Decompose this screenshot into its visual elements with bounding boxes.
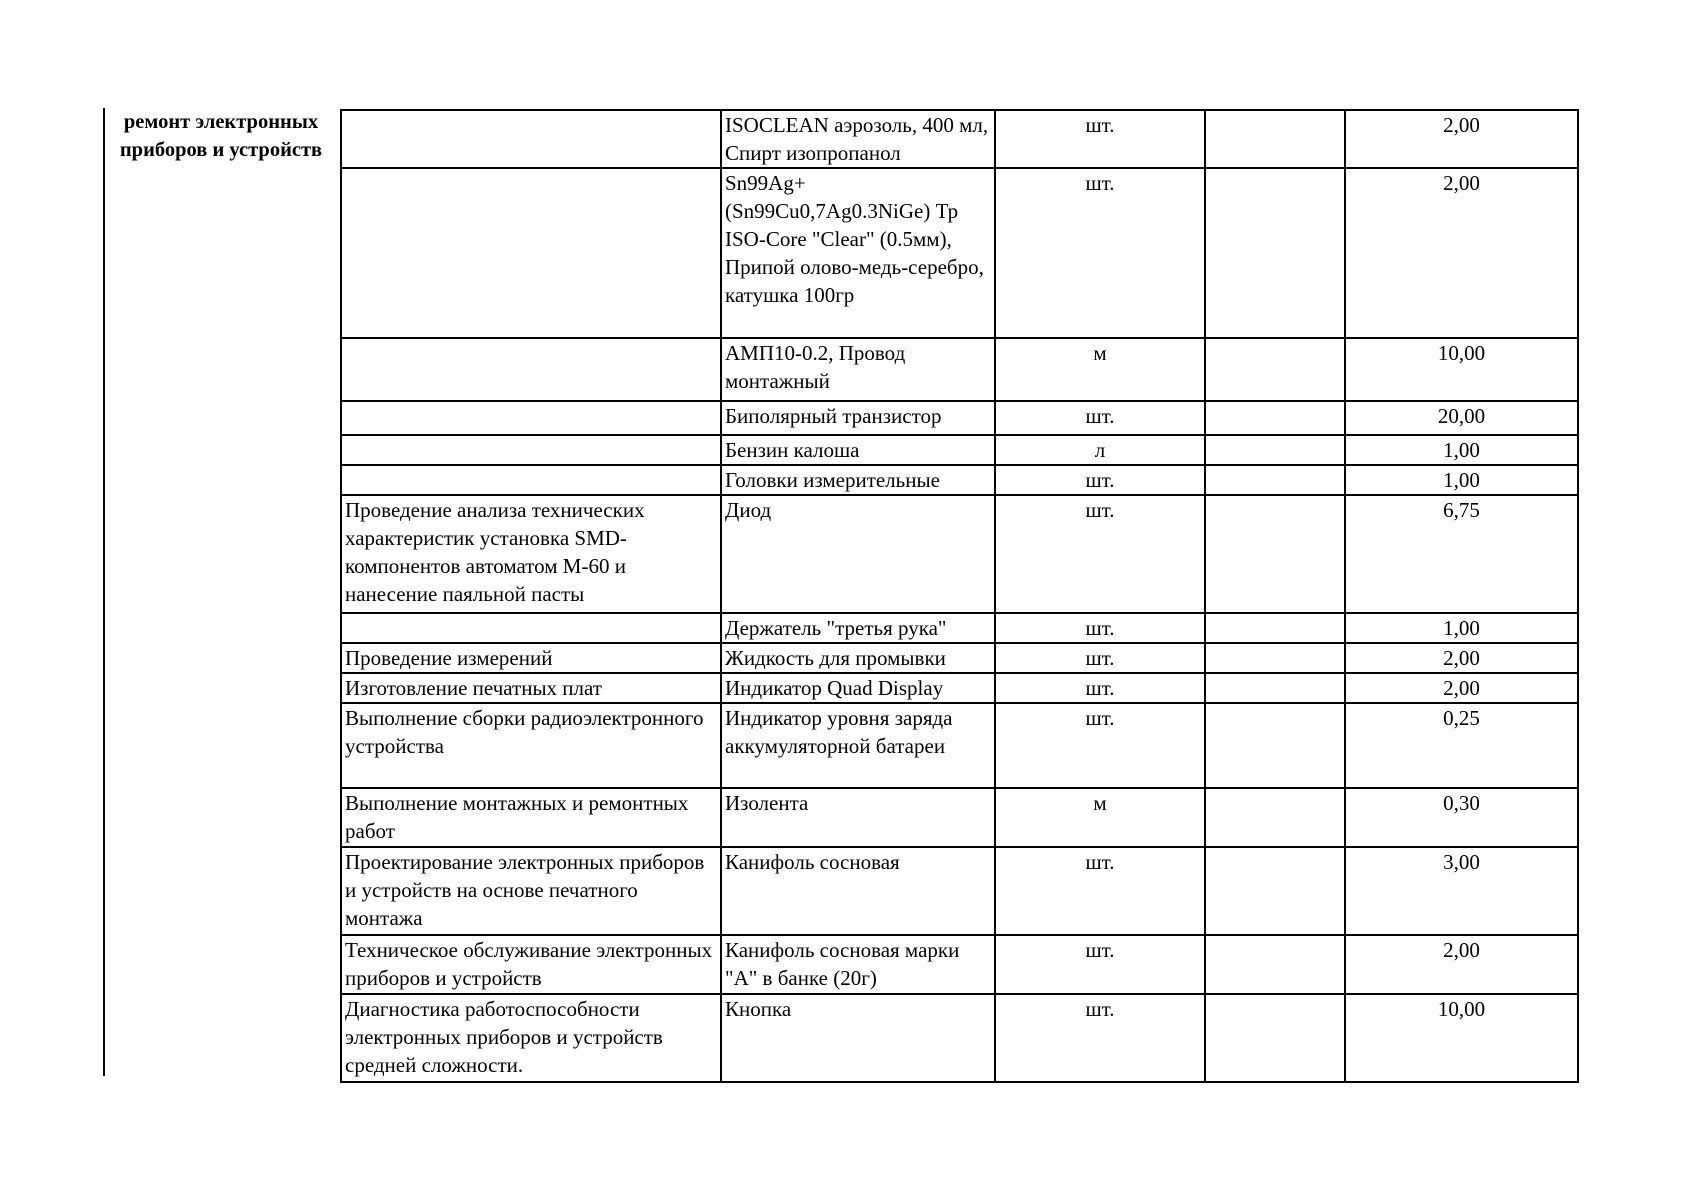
quantity-cell: 2,00 [1345, 643, 1578, 673]
material-cell: Бензин калоша [721, 435, 995, 465]
quantity-cell: 3,00 [1345, 847, 1578, 935]
empty-cell [1205, 703, 1345, 788]
quantity-cell: 0,30 [1345, 788, 1578, 847]
work-cell [341, 110, 721, 168]
empty-cell [1205, 935, 1345, 994]
material-cell: Канифоль сосновая [721, 847, 995, 935]
materials-table [340, 109, 1579, 1083]
work-cell [341, 435, 721, 465]
table-row [341, 495, 1578, 613]
work-cell: Выполнение монтажных и ремонтных работ [341, 788, 721, 847]
material-cell: Канифоль сосновая марки "А" в банке (20г) [721, 935, 995, 994]
quantity-cell: 1,00 [1345, 613, 1578, 643]
unit-cell: шт. [995, 495, 1205, 613]
unit-cell: шт. [995, 643, 1205, 673]
empty-cell [1205, 168, 1345, 338]
unit-cell: л [995, 435, 1205, 465]
quantity-cell: 2,00 [1345, 110, 1578, 168]
table-row [341, 643, 1578, 673]
material-cell: Индикатор уровня заряда аккумуляторной батареи [721, 703, 995, 788]
empty-cell [1205, 788, 1345, 847]
empty-cell [1205, 643, 1345, 673]
work-cell: Техническое обслуживание электронных приборов и устройств [341, 935, 721, 994]
material-cell: Изолента [721, 788, 995, 847]
unit-cell: шт. [995, 465, 1205, 495]
quantity-cell: 20,00 [1345, 401, 1578, 435]
empty-cell [1205, 994, 1345, 1082]
work-cell [341, 338, 721, 401]
quantity-cell: 6,75 [1345, 495, 1578, 613]
quantity-cell: 2,00 [1345, 673, 1578, 703]
unit-cell: шт. [995, 401, 1205, 435]
empty-cell [1205, 435, 1345, 465]
table-row [341, 435, 1578, 465]
quantity-cell: 2,00 [1345, 168, 1578, 338]
material-cell: Жидкость для промывки [721, 643, 995, 673]
work-cell: Проведение анализа технических характеристик установка SMD-компонентов автоматом М-60 и нанесение паяльной пасты [341, 495, 721, 613]
empty-cell [1205, 110, 1345, 168]
material-cell: Кнопка [721, 994, 995, 1082]
unit-cell: шт. [995, 994, 1205, 1082]
empty-cell [1205, 338, 1345, 401]
section-heading-line-1: ремонт электронных [123, 111, 319, 133]
work-cell: Выполнение сборки радиоэлектронного устройства [341, 703, 721, 788]
work-cell: Проведение измерений [341, 643, 721, 673]
unit-cell: шт. [995, 935, 1205, 994]
empty-cell [1205, 613, 1345, 643]
material-cell: Биполярный транзистор [721, 401, 995, 435]
empty-cell [1205, 673, 1345, 703]
work-cell: Проектирование электронных приборов и устройств на основе печатного монтажа [341, 847, 721, 935]
material-cell: Индикатор Quad Display [721, 673, 995, 703]
table-row [341, 401, 1578, 435]
unit-cell: шт. [995, 613, 1205, 643]
material-cell: АМП10-0.2, Провод монтажный [721, 338, 995, 401]
left-column-border [103, 108, 105, 1076]
table-row [341, 338, 1578, 401]
table-row [341, 994, 1578, 1082]
table-row [341, 110, 1578, 168]
work-cell [341, 465, 721, 495]
table-row [341, 847, 1578, 935]
material-cell: Sn99Ag+ (Sn99Cu0,7Ag0.3NiGe) Тр ISO-Core "Clear" (0.5мм), Припой олово-медь-серебро, катушка 100гр [721, 168, 995, 338]
material-cell: Диод [721, 495, 995, 613]
section-heading [106, 108, 336, 164]
unit-cell: м [995, 338, 1205, 401]
table-row [341, 613, 1578, 643]
table-row [341, 788, 1578, 847]
quantity-cell: 0,25 [1345, 703, 1578, 788]
work-cell: Изготовление печатных плат [341, 673, 721, 703]
material-cell: ISOCLEAN аэрозоль, 400 мл, Спирт изопропанол [721, 110, 995, 168]
work-cell [341, 168, 721, 338]
empty-cell [1205, 847, 1345, 935]
quantity-cell: 10,00 [1345, 338, 1578, 401]
unit-cell: м [995, 788, 1205, 847]
quantity-cell: 10,00 [1345, 994, 1578, 1082]
empty-cell [1205, 495, 1345, 613]
section-heading-line-2: приборов и устройств [119, 139, 323, 161]
empty-cell [1205, 465, 1345, 495]
table-row [341, 168, 1578, 338]
quantity-cell: 2,00 [1345, 935, 1578, 994]
unit-cell: шт. [995, 168, 1205, 338]
quantity-cell: 1,00 [1345, 435, 1578, 465]
table-row [341, 935, 1578, 994]
unit-cell: шт. [995, 110, 1205, 168]
table-row [341, 703, 1578, 788]
material-cell: Держатель "третья рука" [721, 613, 995, 643]
quantity-cell: 1,00 [1345, 465, 1578, 495]
work-cell: Диагностика работоспособности электронных приборов и устройств средней сложности. [341, 994, 721, 1082]
unit-cell: шт. [995, 673, 1205, 703]
unit-cell: шт. [995, 703, 1205, 788]
table-row [341, 673, 1578, 703]
material-cell: Головки измерительные [721, 465, 995, 495]
empty-cell [1205, 401, 1345, 435]
table-row [341, 465, 1578, 495]
work-cell [341, 613, 721, 643]
work-cell [341, 401, 721, 435]
unit-cell: шт. [995, 847, 1205, 935]
